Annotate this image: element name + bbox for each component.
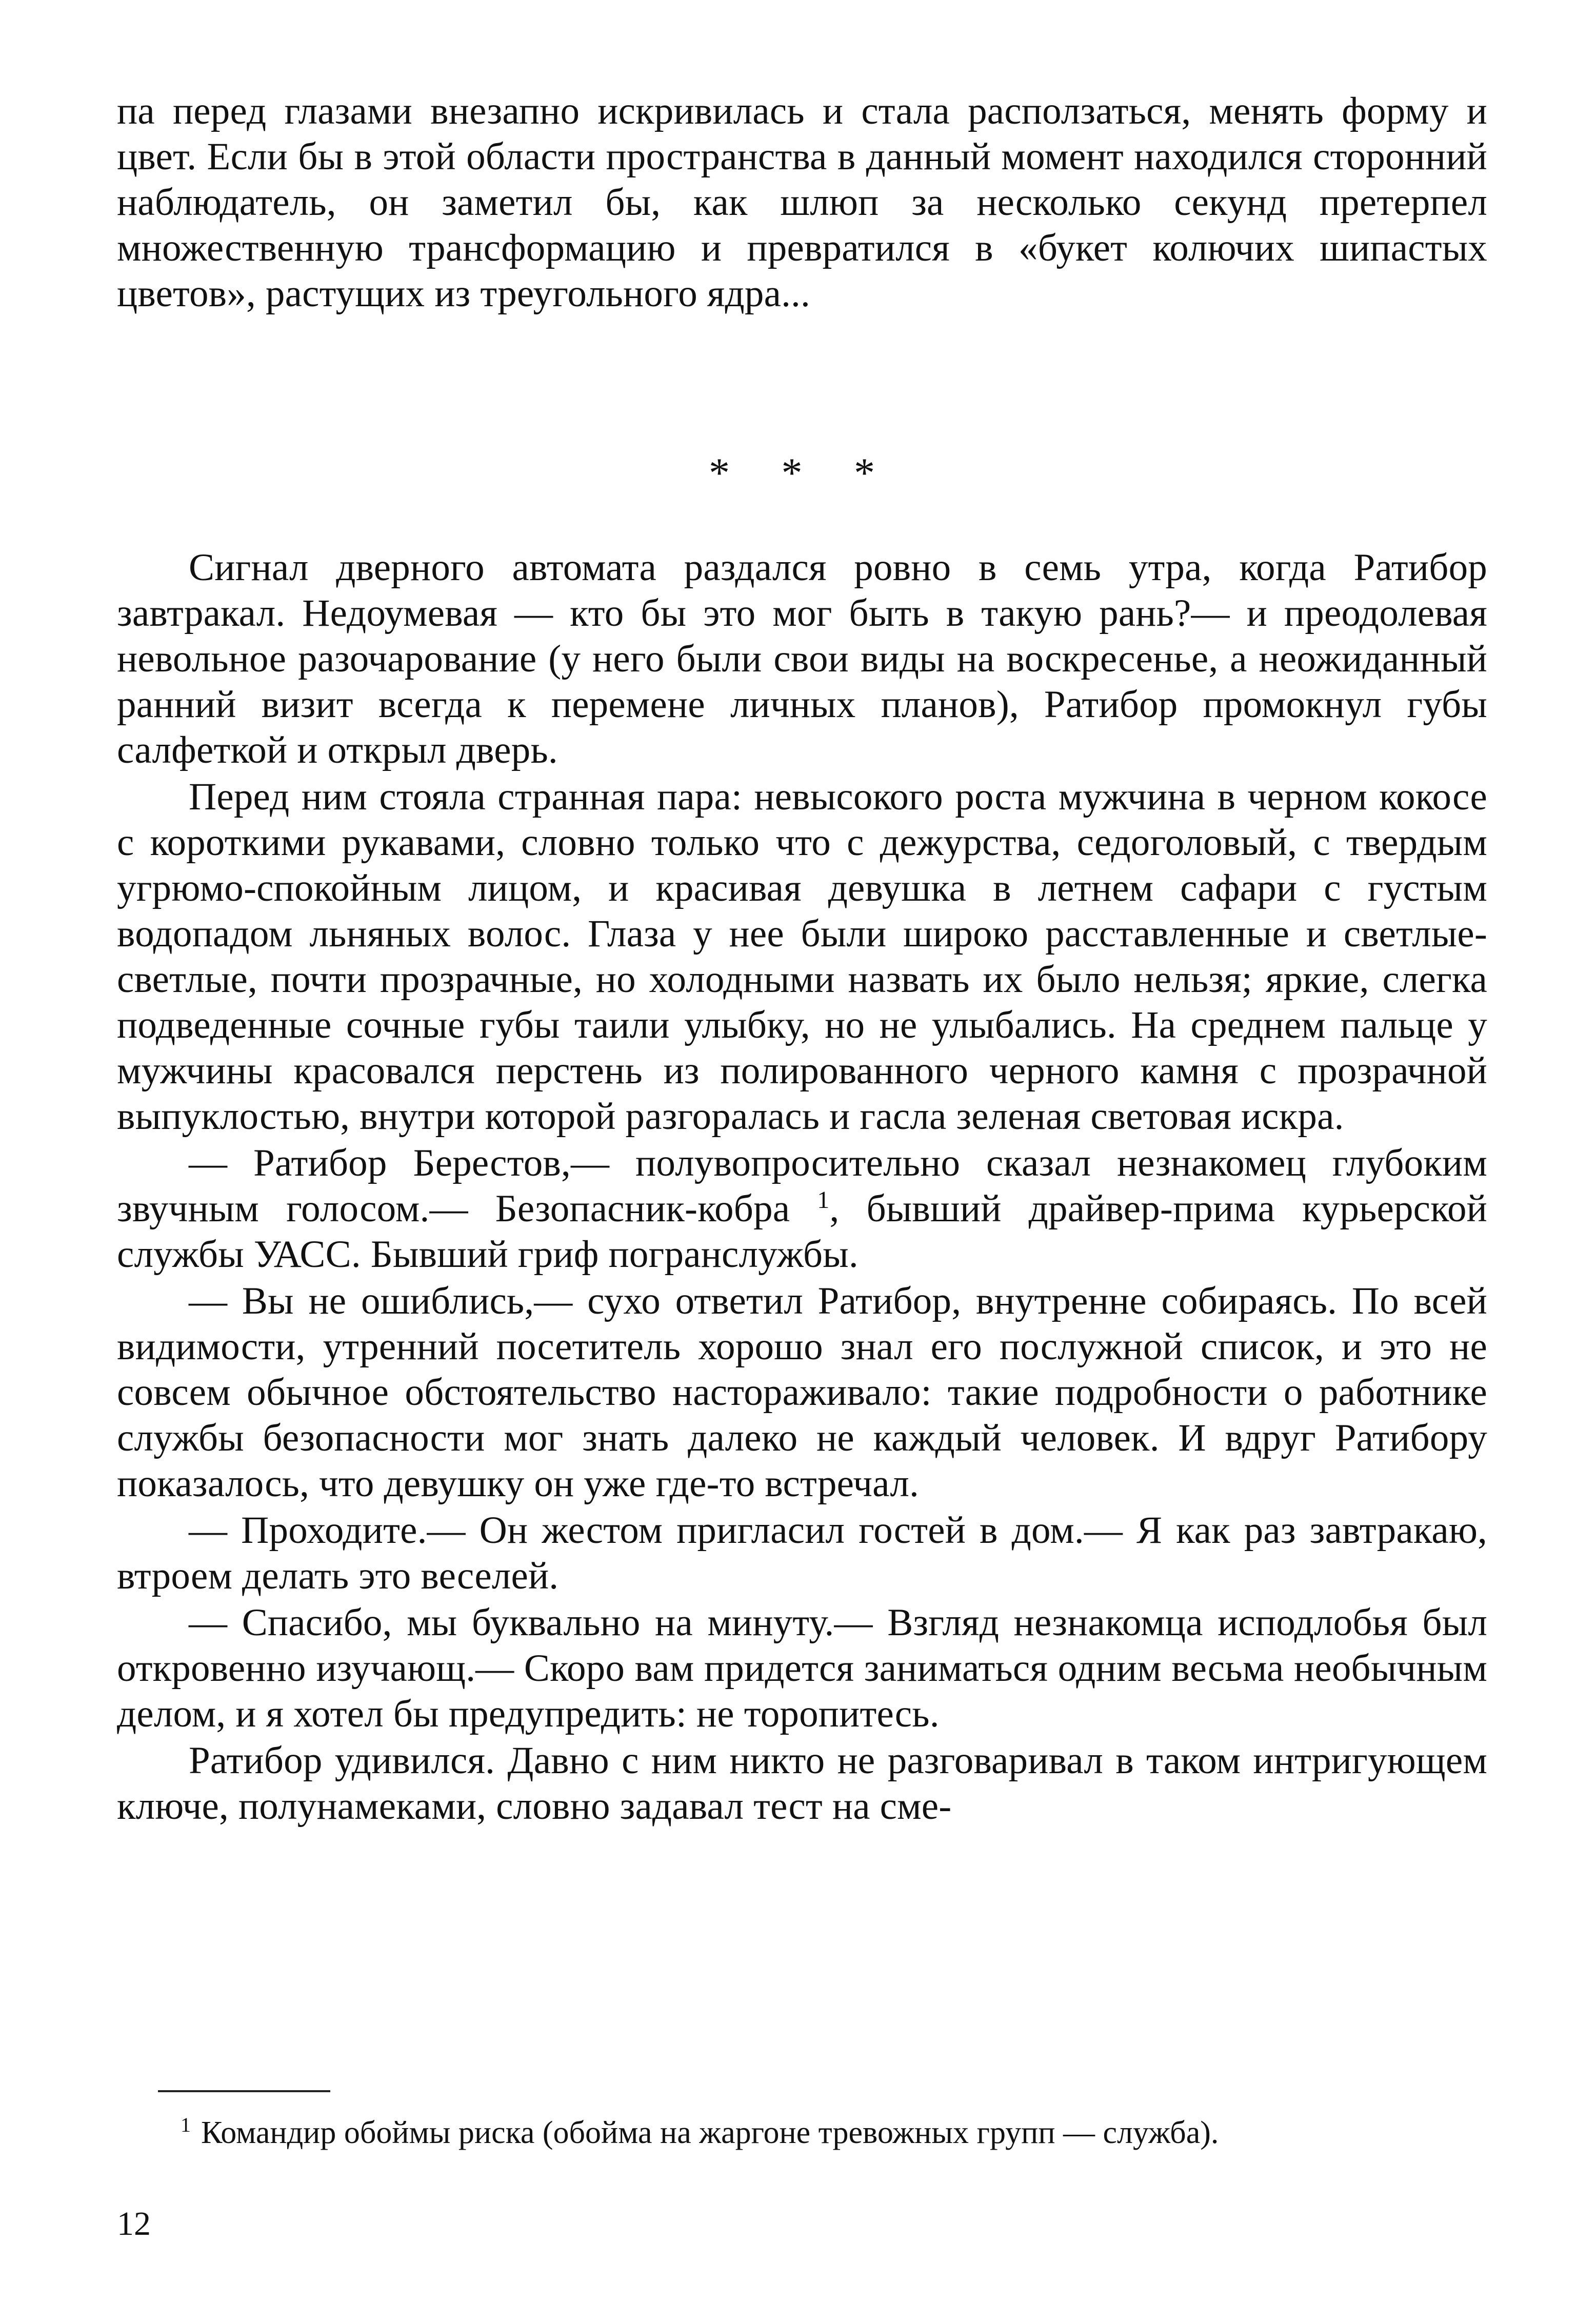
section-separator: * * * xyxy=(709,449,895,496)
page-number: 12 xyxy=(117,2205,151,2242)
text-column xyxy=(117,88,1487,1828)
footnote-reference: 1 xyxy=(817,1186,830,1214)
greeting-text-after: , бывший драйвер-прима курьерской службы УАСС. Бывший гриф погранслужбы. xyxy=(117,1187,1487,1276)
paragraph-reply: — Вы не ошиблись,— сухо ответил Ратибор, внутренне собираясь. По всей видимости, утренний посетитель хорошо знал его послужной список, и это не совсем обычное обстоятельство настораживало: такие подробности о работнике службы безопасности мог знать далеко не каждый человек. И вдруг Ратибору показалось, что девушку он уже где-то встречал. xyxy=(117,1280,1487,1505)
paragraph-visitors: Перед ним стояла странная пара: невысокого роста мужчина в черном кокосе с короткими рукавами, словно только что с дежурства, седоголовый, с твердым угрюмо-спокойным лицом, и красивая девушка в летнем сафари с густым водопадом льняных волос. Глаза у нее были широко расставленные и светлые-светлые, почти прозрачные, но холодными назвать их было нельзя; яркие, слегка подведенные сочные губы таили улыбку, но не улыбались. На среднем пальце у мужчины красовался перстень из полированного черного камня с прозрачной выпуклостью, внутри которой разгоралась и гасла зеленая световая искра. xyxy=(117,776,1487,1138)
greeting-text-before: — Ратибор Берестов,— полувопросительно сказал незнакомец глубоким звучным голосом.— Безопасник-кобра xyxy=(117,1142,1487,1230)
footnote-text: Командир обоймы риска (обойма на жаргоне тревожных групп — служба). xyxy=(201,2115,1219,2150)
footnote xyxy=(181,2112,1493,2153)
paragraph-stranger-greeting xyxy=(117,1140,1487,1277)
paragraph-surprise: Ратибор удивился. Давно с ним никто не разговаривал в таком интригующем ключе, полунамеками, словно задавал тест на сме- xyxy=(117,1739,1487,1828)
main-text-block xyxy=(117,545,1487,1830)
footnote-mark: 1 xyxy=(181,2113,191,2137)
paragraph-warning: — Спасибо, мы буквально на минуту.— Взгляд незнакомца исподлобья был откровенно изучающ.— Скоро вам придется заниматься одним весьма необычным делом, и я хотел бы предупредить: не торопитесь. xyxy=(117,1601,1487,1735)
opening-block xyxy=(117,88,1487,375)
paragraph-signal: Сигнал дверного автомата раздался ровно в семь утра, когда Ратибор завтракал. Недоумевая — кто бы это мог быть в такую рань?— и преодолевая невольное разочарование (у него были свои виды на воскресенье, а неожиданный ранний визит всегда к перемене личных планов), Ратибор промокнул губы салфеткой и открыл дверь. xyxy=(117,546,1487,771)
paragraph-invitation: — Проходите.— Он жестом пригласил гостей в дом.— Я как раз завтракаю, втроем делать это веселей. xyxy=(117,1509,1487,1597)
opening-paragraph: па перед глазами внезапно искривилась и стала расползаться, менять форму и цвет. Если бы в этой области пространства в данный момент находился сторонний наблюдатель, он заметил бы, как шлюп за несколько секунд претерпел множественную трансформацию и превратился в «букет колючих шипастых цветов», растущих из треугольного ядра... xyxy=(117,90,1487,315)
footnote-divider xyxy=(158,2090,330,2092)
